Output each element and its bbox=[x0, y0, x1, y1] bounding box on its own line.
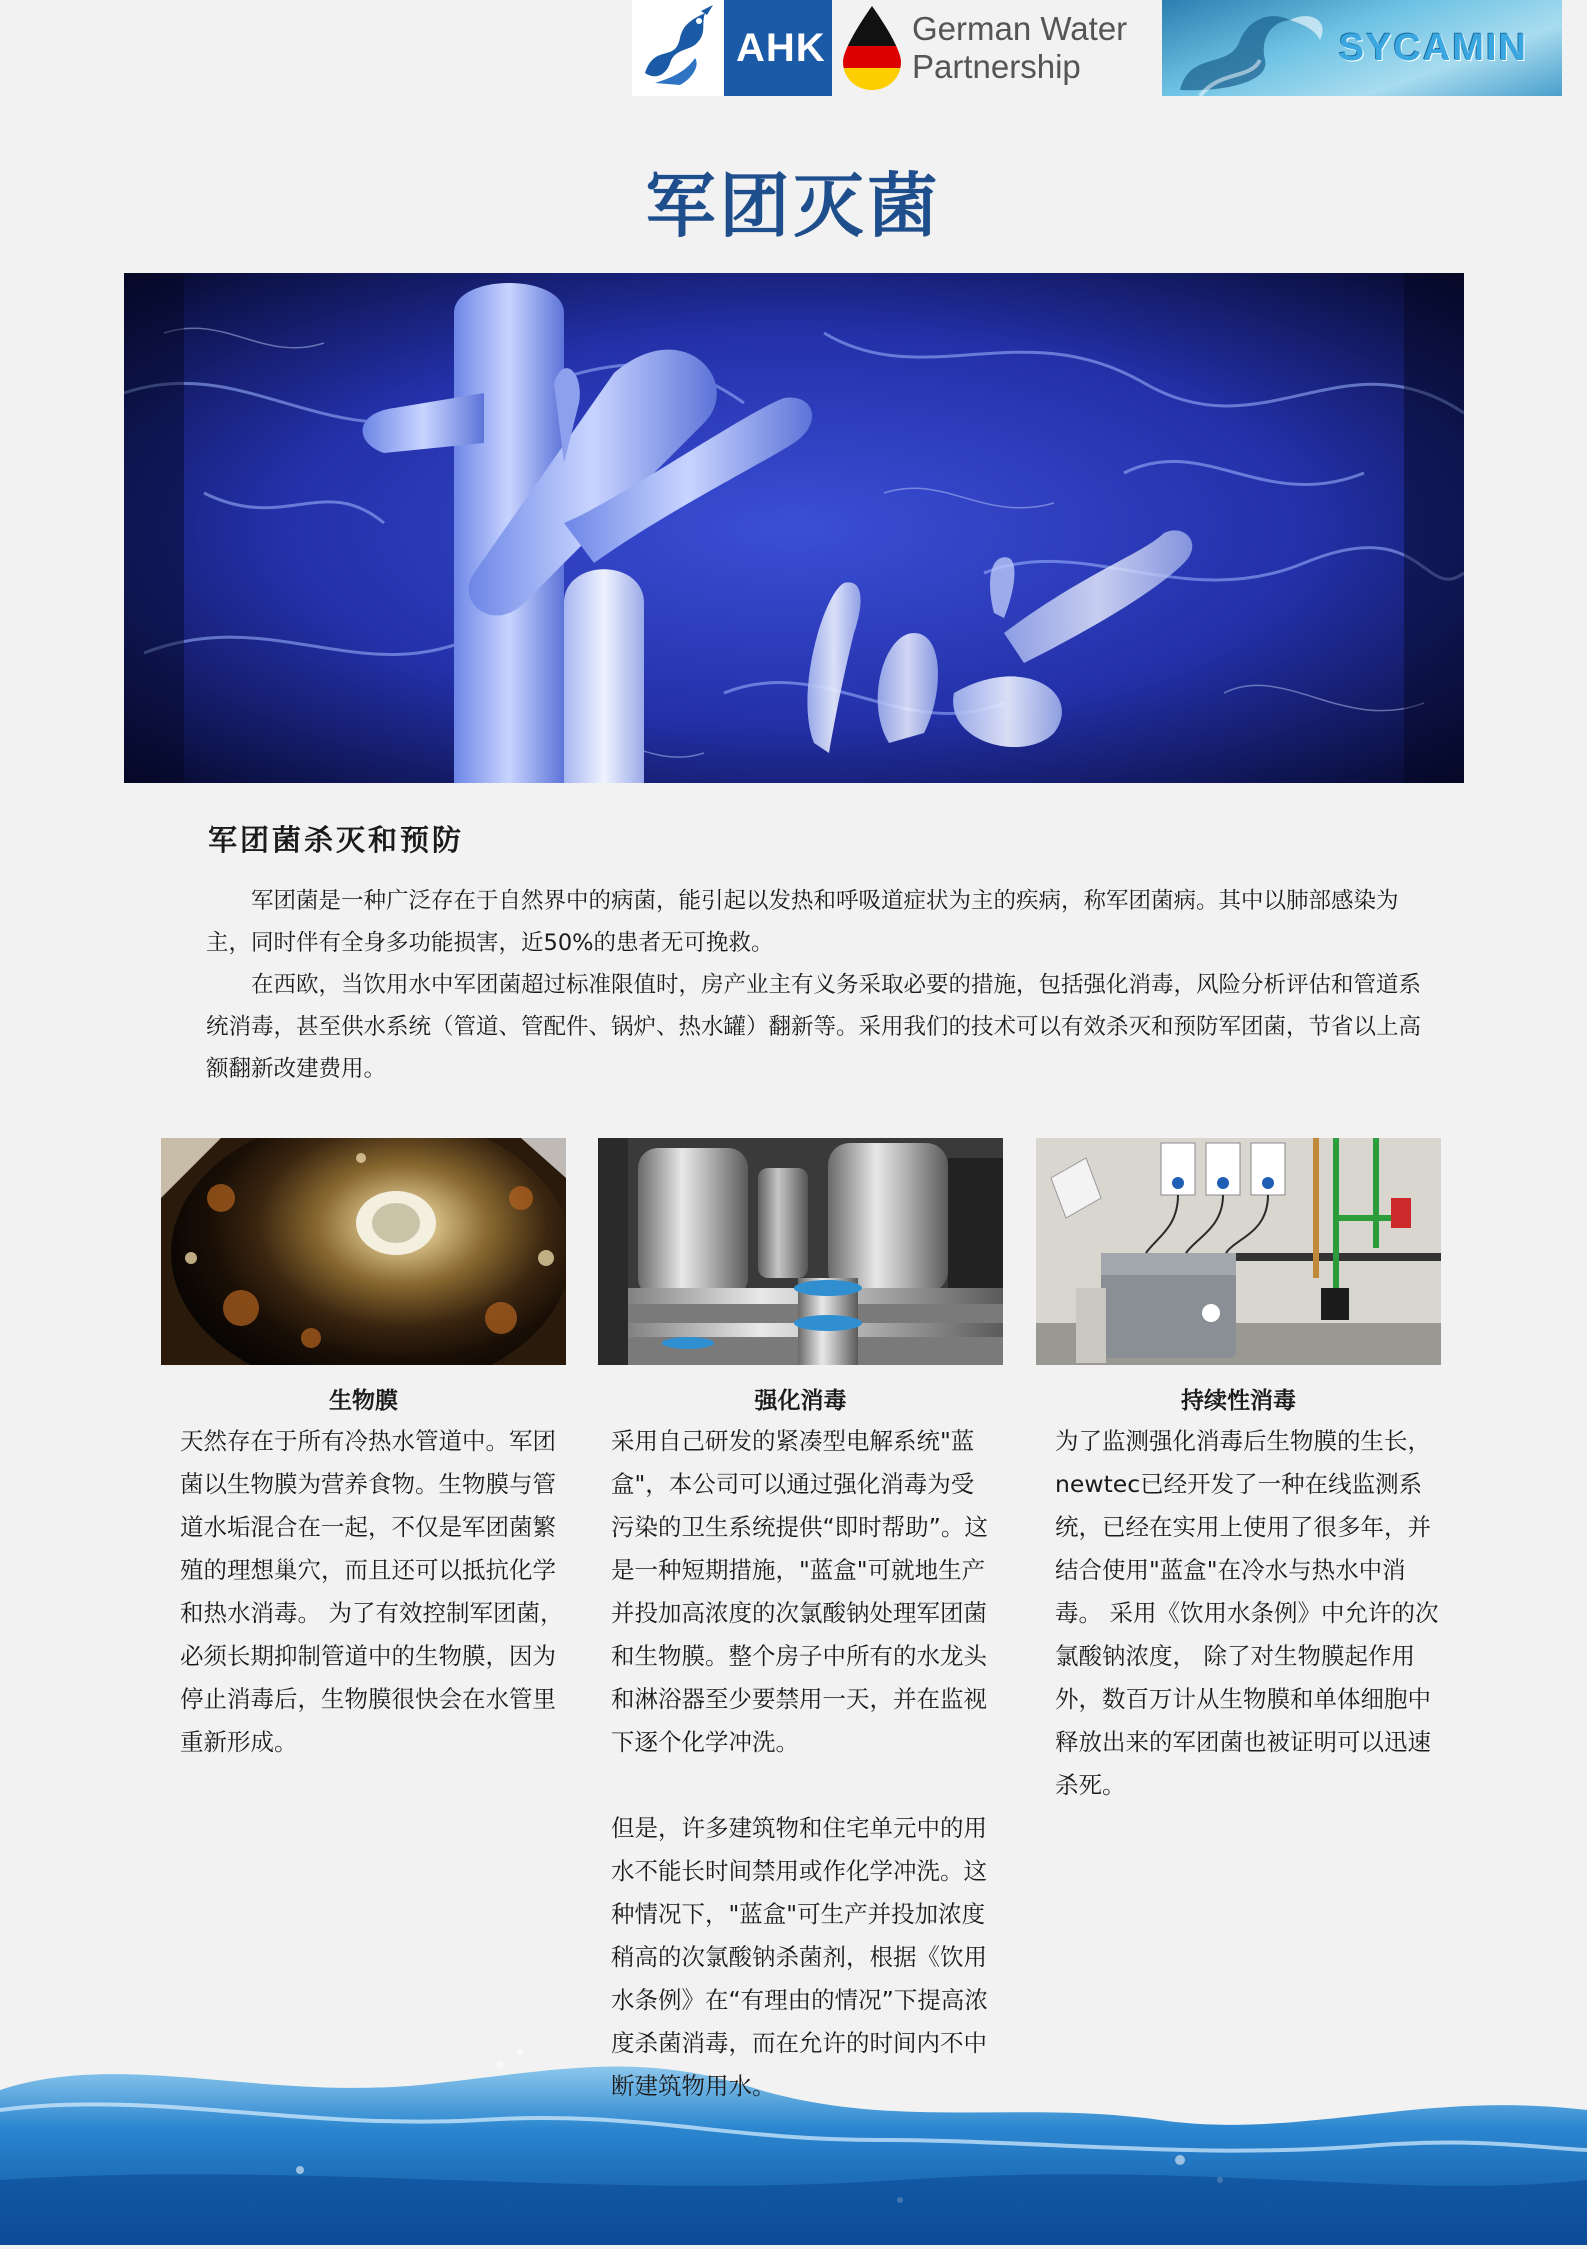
page-title: 军团灭菌 bbox=[645, 165, 942, 247]
biofilm-pipe-photo bbox=[161, 1138, 566, 1365]
water-tank-photo bbox=[598, 1138, 1003, 1365]
section-heading: 军团菌杀灭和预防 bbox=[208, 823, 465, 857]
column-text-continuous-disinfection bbox=[1055, 1420, 1440, 1807]
sycamin-logo bbox=[1162, 0, 1562, 96]
sycamin-logo-text: SYCAMIN bbox=[1338, 26, 1528, 69]
column-title-biofilm: 生物膜 bbox=[329, 1388, 398, 1414]
intro-paragraph-2: 在西欧，当饮用水中军团菌超过标准限值时，房产业主有义务采取必要的措施，包括强化消毒，风险分析评估和管道系统消毒，甚至供水系统（管道、管配件、锅炉、热水罐）翻新等。采用我们的技术可以有效杀灭和预防军团菌，节省以上高额翻新改建费用。 bbox=[206, 972, 1422, 1082]
column-text-biofilm bbox=[180, 1420, 565, 1764]
column-paragraph: 为了监测强化消毒后生物膜的生长，newtec已经开发了一种在线监测系统，已经在实用上使用了很多年，并结合使用"蓝盒"在冷水与热水中消毒。 采用《饮用水条例》中允许的次氯酸钠浓度， 除了对生物膜起作用外，数百万计从生物膜和单体细胞中释放出来的军团菌也被证明可以迅速杀死。 bbox=[1055, 1427, 1439, 1799]
column-title-intensive-disinfection: 强化消毒 bbox=[754, 1388, 847, 1414]
dragon-icon bbox=[632, 0, 724, 96]
header-logos bbox=[632, 0, 1562, 96]
gwp-line-2: Partnership bbox=[912, 48, 1081, 85]
water-splash-icon bbox=[1170, 0, 1340, 96]
legionella-hero-image bbox=[124, 273, 1464, 783]
ahk-logo-text: AHK bbox=[736, 25, 826, 70]
gwp-line-1: German Water bbox=[912, 10, 1128, 47]
intro-text bbox=[206, 880, 1438, 1090]
column-paragraph: 但是，许多建筑物和住宅单元中的用水不能长时间禁用或作化学冲洗。这种情况下，"蓝盒"可生产并投加浓度稍高的次氯酸钠杀菌剂，根据《饮用水条例》在“有理由的情况”下提高浓度杀菌消毒，而在允许的时间内不中断建筑物用水。 bbox=[611, 1814, 988, 2100]
german-water-partnership-logo bbox=[832, 0, 1162, 96]
gwp-logo-text bbox=[912, 10, 1127, 86]
blue-box-system-photo bbox=[1036, 1138, 1441, 1365]
column-title-continuous-disinfection: 持续性消毒 bbox=[1181, 1388, 1296, 1414]
column-paragraph: 采用自己研发的紧凑型电解系统"蓝盒"，本公司可以通过强化消毒为受污染的卫生系统提供“即时帮助”。这是一种短期措施，"蓝盒"可就地生产并投加高浓度的次氯酸钠处理军团菌和生物膜。整个房子中所有的水龙头和淋浴器至少要禁用一天，并在监视下逐个化学冲洗。 bbox=[611, 1427, 988, 1756]
flag-drop-icon bbox=[832, 0, 912, 96]
column-text-intensive-disinfection bbox=[611, 1420, 996, 2108]
intro-paragraph-1: 军团菌是一种广泛存在于自然界中的病菌，能引起以发热和呼吸道症状为主的疾病，称军团菌病。其中以肺部感染为主，同时伴有全身多功能损害，近50%的患者无可挽救。 bbox=[206, 888, 1399, 956]
ahk-logo bbox=[632, 0, 832, 96]
column-paragraph: 天然存在于所有冷热水管道中。军团菌以生物膜为营养食物。生物膜与管道水垢混合在一起，不仅是军团菌繁殖的理想巢穴，而且还可以抵抗化学和热水消毒。 为了有效控制军团菌，必须长期抑制管道中的生物膜，因为停止消毒后，生物膜很快会在水管里重新形成。 bbox=[180, 1427, 564, 1756]
